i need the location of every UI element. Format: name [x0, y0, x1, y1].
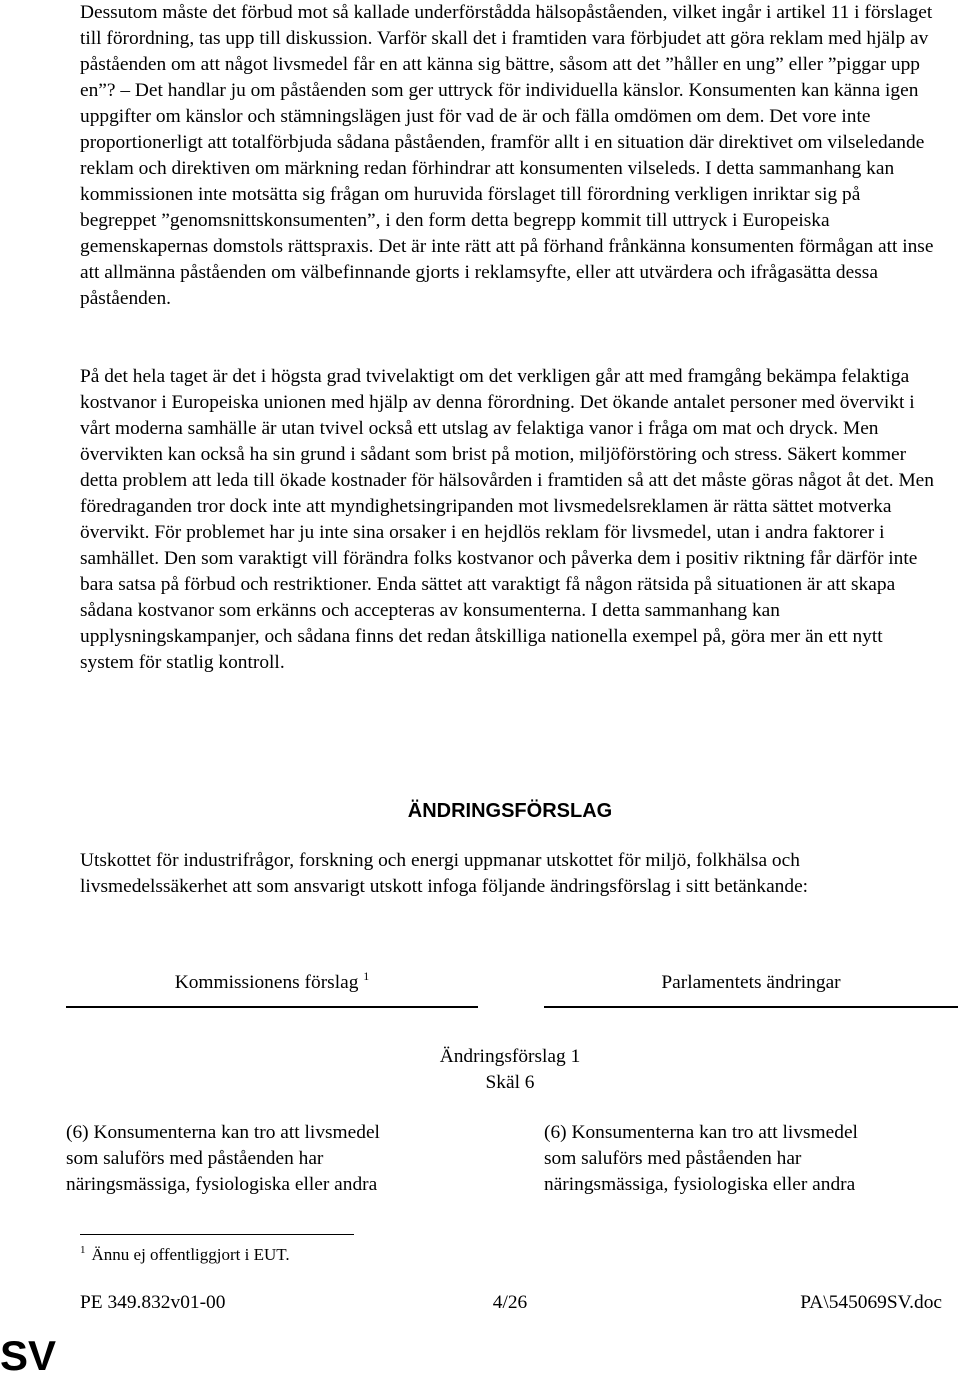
- amendment-recital: Skäl 6: [485, 1072, 535, 1093]
- amendments-heading: ÄNDRINGSFÖRSLAG: [407, 800, 613, 822]
- commission-proposal-text: (6) Konsumenterna kan tro att livsmedel som saluförs med påståenden har näringsmässiga, fysiologiska eller andra: [66, 1122, 380, 1195]
- footer-page-number: 4/26: [492, 1292, 528, 1313]
- footnote-text: Ännu ej offentliggjort i EUT.: [91, 1245, 290, 1264]
- body-paragraph-2: På det hela taget är det i högsta grad tvivelaktigt om det verkligen går att med framgång bekämpa felaktiga kostvanor i Europeiska unionen med hjälp av denna förordning. Det ökande antalet personer med övervikt i vårt moderna samhälle är utan tvivel också ett utslag av felaktiga vanor i fråga om mat och dryck. Men övervikten kan också ha sin grund i sådant som brist på motion, miljöförstöring och stress. Säkert kommer detta problem att leda till ökade kostnader för hälsovården i framtiden så att det måste göras något åt det. Men föredraganden tror dock inte att myndighetsingripanden mot livsmedelsreklamen är rätta sättet motverka övervikt. För problemet har ju inte sina orsaker i en hejdlös reklam för livsmedel, utan i andra faktorer i samhället. Den som varaktigt vill förändra folks kostvanor och påverka dem i positiv riktning får därför inte bara satsa på förbud och restriktioner. Enda sättet att varaktigt få någon rätsida på situationen är att skapa sådana kostvanor som erkänns och accepteras av konsumenterna. I detta sammanhang kan upplysningskampanjer, och sådana finns det redan åtskilliga nationella exempel på, göra mer än ett nytt system för statlig kontroll.: [80, 366, 934, 673]
- column-header-commission-label: Kommissionens förslag: [174, 972, 359, 993]
- column-divider-left: [66, 1006, 478, 1008]
- column-header-parliament: Parlamentets ändringar: [661, 972, 841, 993]
- parliament-amendment-text: (6) Konsumenterna kan tro att livsmedel som saluförs med påståenden har näringsmässiga, fysiologiska eller andra: [544, 1122, 858, 1195]
- footer-doc-ref: PE 349.832v01-00: [80, 1292, 226, 1313]
- column-header-commission: [66, 970, 478, 996]
- column-divider-right: [544, 1006, 958, 1008]
- footnote-number: 1: [80, 1244, 86, 1256]
- amendments-intro: Utskottet för industrifrågor, forskning och energi uppmanar utskottet för miljö, folkhälsa och livsmedelssäkerhet att som ansvarigt utskott infoga följande ändringsförslag i sitt betänkande:: [80, 850, 809, 897]
- footnote-reference[interactable]: 1: [363, 969, 370, 983]
- footer-file-name: PA\545069SV.doc: [800, 1292, 942, 1313]
- footnote-separator: [80, 1234, 354, 1235]
- amendment-number: Ändringsförslag 1: [439, 1046, 581, 1067]
- language-code: SV: [0, 1332, 57, 1379]
- body-paragraph-1: Dessutom måste det förbud mot så kallade underförstådda hälsopåståenden, vilket ingår i artikel 11 i förslaget till förordning, tas upp till diskussion. Varför skall det i framtiden vara förbjudet att göra reklam med hjälp av påståenden om att något livsmedel får en att känna sig bättre, såsom att det ”håller en ung” eller ”piggar upp en”? – Det handlar ju om påståenden som ger uttryck för individuella känslor. Konsumenten kan känna igen uppgifter om känslor och stämningslägen just för vad de är och fälla omdömen om dem. Det vore inte proportionerligt att totalförbjuda sådana påståenden, framför allt i en situation där direktivet om vilseledande reklam och direktiven om märkning redan förhindrar att konsumenten vilseleds. I detta sammanhang kan kommissionen inte motsätta sig frågan om huruvida förslaget till förordning verkligen inriktar sig på begreppet ”genomsnittskonsumenten”, i den form detta begrepp kommit till uttryck i Europeiska gemenskapernas domstols rättspraxis. Det är inte rätt att på förhand frånkänna konsumenten förmågan att inse att allmänna påståenden om välbefinnande gjorts i reklamsyfte, eller att utvärdera och ifrågasätta dessa påståenden.: [80, 2, 934, 309]
- footnote: [80, 1243, 290, 1267]
